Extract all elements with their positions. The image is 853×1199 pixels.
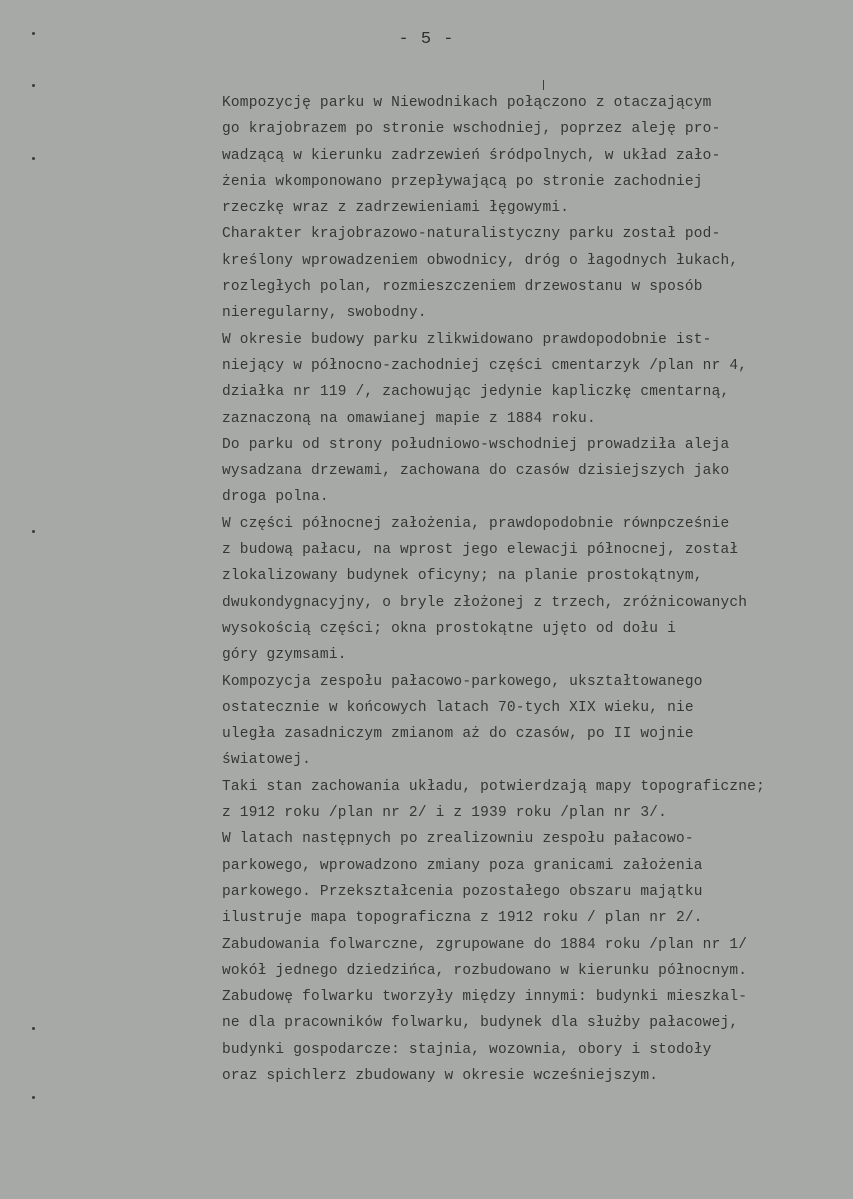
text-line: ne dla pracowników folwarku, budynek dla służby pałacowej, (222, 1015, 739, 1032)
text-line: wysadzana drzewami, zachowana do czasów dzisiejszych jako (222, 463, 730, 480)
text-line: rozległych polan, rozmieszczeniem drzewostanu w sposób (222, 279, 703, 296)
text-line: wysokością części; okna prostokątne ujęto od dołu i (222, 620, 676, 637)
scan-mark (543, 80, 544, 90)
margin-dot (32, 530, 35, 533)
margin-dot (32, 84, 35, 87)
margin-dot (32, 1096, 35, 1099)
text-line: droga polna. (222, 489, 329, 506)
margin-dot (32, 1027, 35, 1030)
text-line: Do parku od strony południowo-wschodniej prowadziła aleja (222, 436, 730, 453)
text-line: W części północnej założenia, prawdopodobnie równocześnie (222, 515, 730, 532)
body-text (222, 90, 822, 1089)
text-line: Kompozycja zespołu pałacowo-parkowego, ukształtowanego (222, 673, 703, 690)
text-line: dwukondygnacyjny, o bryle złożonej z trzech, zróżnicowanych (222, 594, 748, 611)
text-line: go krajobrazem po stronie wschodniej, poprzez aleję pro- (222, 121, 721, 138)
text-line: Zabudowę folwarku tworzyły między innymi: budynki mieszkal- (222, 989, 748, 1006)
text-line: wokół jednego dziedzińca, rozbudowano w kierunku północnym. (222, 962, 748, 979)
text-line: zlokalizowany budynek oficyny; na planie prostokątnym, (222, 568, 703, 585)
text-line: W latach następnych po zrealizowniu zespołu pałacowo- (222, 831, 694, 848)
text-line: parkowego. Przekształcenia pozostałego obszaru majątku (222, 883, 703, 900)
text-line: wadzącą w kierunku zadrzewień śródpolnych, w układ zało- (222, 147, 721, 164)
text-line: Zabudowania folwarczne, zgrupowane do 1884 roku /plan nr 1/ (222, 936, 748, 953)
text-line: uległa zasadniczym zmianom aż do czasów, po II wojnie (222, 726, 694, 743)
text-line: parkowego, wprowadzono zmiany poza granicami założenia (222, 857, 703, 874)
text-line: oraz spichlerz zbudowany w okresie wcześniejszym. (222, 1067, 659, 1084)
text-line: niejący w północno-zachodniej części cmentarzyk /plan nr 4, (222, 357, 748, 374)
text-line: żenia wkomponowano przepływającą po stronie zachodniej (222, 173, 703, 190)
text-line: światowej. (222, 752, 312, 769)
text-line: góry gzymsami. (222, 647, 347, 664)
text-line: z budową pałacu, na wprost jego elewacji północnej, został (222, 542, 739, 559)
text-line: Kompozycję parku w Niewodnikach połączono z otaczającym (222, 95, 712, 111)
text-line: działka nr 119 /, zachowując jedynie kapliczkę cmentarną, (222, 384, 730, 401)
page-number: - 5 - (398, 30, 455, 49)
text-line: zaznaczoną na omawianej mapie z 1884 roku. (222, 410, 596, 427)
text-line: Taki stan zachowania układu, potwierdzają mapy topograficzne; (222, 778, 765, 795)
text-line: z 1912 roku /plan nr 2/ i z 1939 roku /plan nr 3/. (222, 805, 668, 822)
text-line: ilustruje mapa topograficzna z 1912 roku / plan nr 2/. (222, 910, 703, 927)
text-line: nieregularny, swobodny. (222, 305, 427, 322)
text-line: budynki gospodarcze: stajnia, wozownia, obory i stodoły (222, 1041, 712, 1058)
text-line: rzeczkę wraz z zadrzewieniami łęgowymi. (222, 200, 570, 217)
text-line: W okresie budowy parku zlikwidowano prawdopodobnie ist- (222, 331, 712, 348)
text-line: ostatecznie w końcowych latach 70-tych XIX wieku, nie (222, 699, 694, 716)
text-line: kreślony wprowadzeniem obwodnicy, dróg o łagodnych łukach, (222, 252, 739, 269)
margin-dot (32, 32, 35, 35)
text-line: Charakter krajobrazowo-naturalistyczny parku został pod- (222, 226, 721, 243)
margin-dot (32, 157, 35, 160)
